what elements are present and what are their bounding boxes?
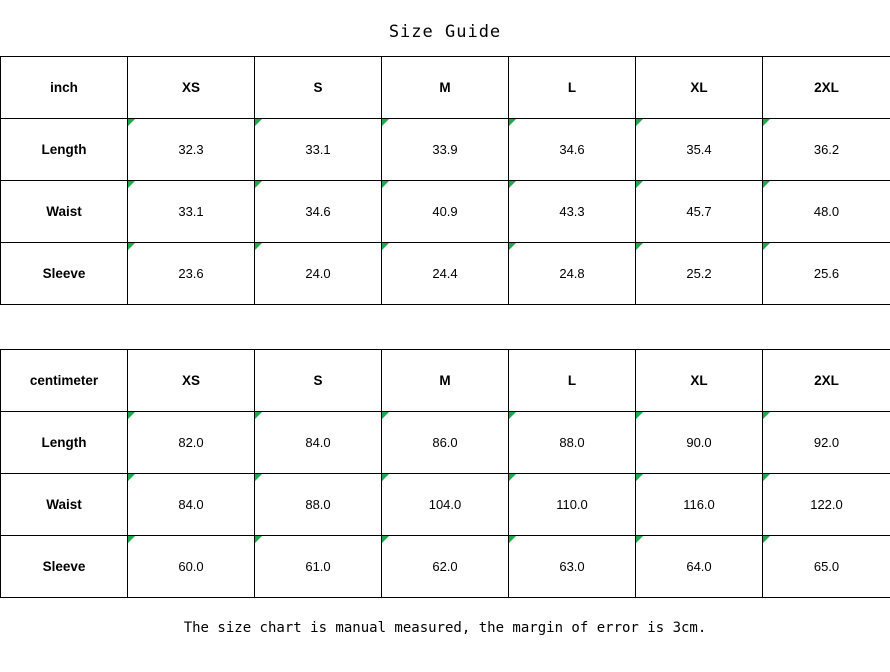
cell-text: 33.9 [432,142,458,157]
corner-mark-icon [255,119,262,126]
corner-mark-icon [509,536,516,543]
cell-text: 32.3 [178,142,204,157]
column-header-xs: XS [128,57,255,119]
table-header-row [1,57,890,119]
cell-text: 62.0 [432,559,458,574]
row-label-length: Length [1,412,128,474]
cell-cm-waist-xs [128,474,255,536]
cell-cm-sleeve-s [255,536,382,598]
corner-mark-icon [509,412,516,419]
size-table-inch [0,56,890,305]
cell-inch-waist-m [382,181,509,243]
table-row [1,119,890,181]
table-row [1,412,890,474]
cell-cm-waist-l [509,474,636,536]
cell-text: 122.0 [810,497,843,512]
column-header-l: L [509,350,636,412]
cell-cm-length-xs [128,412,255,474]
cell-text: 43.3 [559,204,585,219]
column-header-xl: XL [636,350,763,412]
cell-text: 63.0 [559,559,585,574]
corner-mark-icon [636,474,643,481]
cell-inch-sleeve-m [382,243,509,305]
cell-cm-waist-xl [636,474,763,536]
column-header-s: S [255,350,382,412]
cell-cm-waist-m [382,474,509,536]
cell-cm-sleeve-m [382,536,509,598]
cell-text: 48.0 [813,204,840,219]
cell-text: 84.0 [178,497,204,512]
cell-cm-sleeve-l [509,536,636,598]
cell-text: 92.0 [813,435,840,450]
cell-inch-sleeve-s [255,243,382,305]
corner-mark-icon [636,412,643,419]
cell-text: 25.6 [813,266,840,281]
cell-text: 34.6 [305,204,331,219]
row-label-sleeve: Sleeve [1,243,128,305]
cell-inch-length-l [509,119,636,181]
corner-mark-icon [763,536,770,543]
corner-mark-icon [636,536,643,543]
footer-note: The size chart is manual measured, the margin of error is 3cm. [183,620,707,636]
corner-mark-icon [636,243,643,250]
cell-text: 40.9 [432,204,458,219]
column-header-xs: XS [128,350,255,412]
cell-inch-waist-xs [128,181,255,243]
cell-text: 24.8 [559,266,585,281]
corner-mark-icon [255,412,262,419]
corner-mark-icon [128,536,135,543]
corner-mark-icon [255,243,262,250]
cell-inch-sleeve-l [509,243,636,305]
cell-inch-waist-s [255,181,382,243]
corner-mark-icon [128,243,135,250]
corner-mark-icon [128,474,135,481]
cell-inch-waist-2xl [763,181,890,243]
cell-text: 82.0 [178,435,204,450]
table-gap-divider [0,305,890,349]
cell-text: 88.0 [305,497,331,512]
corner-mark-icon [382,536,389,543]
corner-mark-icon [382,474,389,481]
cell-cm-waist-s [255,474,382,536]
corner-mark-icon [255,181,262,188]
corner-mark-icon [382,119,389,126]
corner-mark-icon [509,474,516,481]
cell-text: 45.7 [686,204,712,219]
column-header-2xl: 2XL [763,57,890,119]
cell-text: 33.1 [178,204,204,219]
row-label-sleeve: Sleeve [1,536,128,598]
cell-inch-waist-l [509,181,636,243]
corner-mark-icon [255,474,262,481]
corner-mark-icon [763,119,770,126]
cell-cm-sleeve-xs [128,536,255,598]
cell-inch-length-xl [636,119,763,181]
corner-mark-icon [636,181,643,188]
corner-mark-icon [763,474,770,481]
cell-text: 65.0 [813,559,840,574]
table-header-row [1,350,890,412]
corner-mark-icon [509,243,516,250]
cell-cm-length-s [255,412,382,474]
cell-cm-waist-2xl [763,474,890,536]
column-header-m: M [382,57,509,119]
table-row [1,536,890,598]
cell-inch-waist-xl [636,181,763,243]
cell-text: 23.6 [178,266,204,281]
cell-text: 25.2 [686,266,712,281]
corner-mark-icon [763,181,770,188]
column-header-l: L [509,57,636,119]
cell-inch-length-m [382,119,509,181]
corner-mark-icon [509,181,516,188]
corner-mark-icon [128,412,135,419]
column-header-s: S [255,57,382,119]
size-table-centimeter [0,349,890,598]
cell-inch-length-xs [128,119,255,181]
unit-label-inch: inch [1,57,128,119]
cell-text: 35.4 [686,142,712,157]
cell-text: 24.0 [305,266,331,281]
cell-cm-sleeve-2xl [763,536,890,598]
cell-cm-sleeve-xl [636,536,763,598]
cell-text: 24.4 [432,266,458,281]
row-label-length: Length [1,119,128,181]
corner-mark-icon [382,412,389,419]
cell-inch-sleeve-xl [636,243,763,305]
cell-text: 61.0 [305,559,331,574]
table-row [1,243,890,305]
cell-cm-length-2xl [763,412,890,474]
cell-cm-length-xl [636,412,763,474]
cell-inch-length-s [255,119,382,181]
cell-cm-length-l [509,412,636,474]
corner-mark-icon [763,243,770,250]
corner-mark-icon [382,181,389,188]
page-title: Size Guide [388,22,502,42]
cell-inch-sleeve-xs [128,243,255,305]
corner-mark-icon [763,412,770,419]
table-row [1,474,890,536]
corner-mark-icon [255,536,262,543]
corner-mark-icon [128,181,135,188]
cell-text: 33.1 [305,142,331,157]
cell-text: 90.0 [686,435,712,450]
cell-text: 84.0 [305,435,331,450]
cell-inch-length-2xl [763,119,890,181]
cell-text: 86.0 [432,435,458,450]
unit-label-centimeter: centimeter [1,350,128,412]
cell-text: 88.0 [559,435,585,450]
corner-mark-icon [128,119,135,126]
cell-text: 64.0 [686,559,712,574]
corner-mark-icon [636,119,643,126]
cell-cm-length-m [382,412,509,474]
cell-text: 110.0 [556,497,588,512]
cell-text: 34.6 [559,142,585,157]
corner-mark-icon [509,119,516,126]
column-header-xl: XL [636,57,763,119]
corner-mark-icon [382,243,389,250]
cell-text: 116.0 [683,497,715,512]
column-header-m: M [382,350,509,412]
row-label-waist: Waist [1,181,128,243]
row-label-waist: Waist [1,474,128,536]
cell-text: 60.0 [178,559,204,574]
table-row [1,181,890,243]
column-header-2xl: 2XL [763,350,890,412]
cell-text: 104.0 [428,497,462,512]
cell-text: 36.2 [813,142,840,157]
cell-inch-sleeve-2xl [763,243,890,305]
